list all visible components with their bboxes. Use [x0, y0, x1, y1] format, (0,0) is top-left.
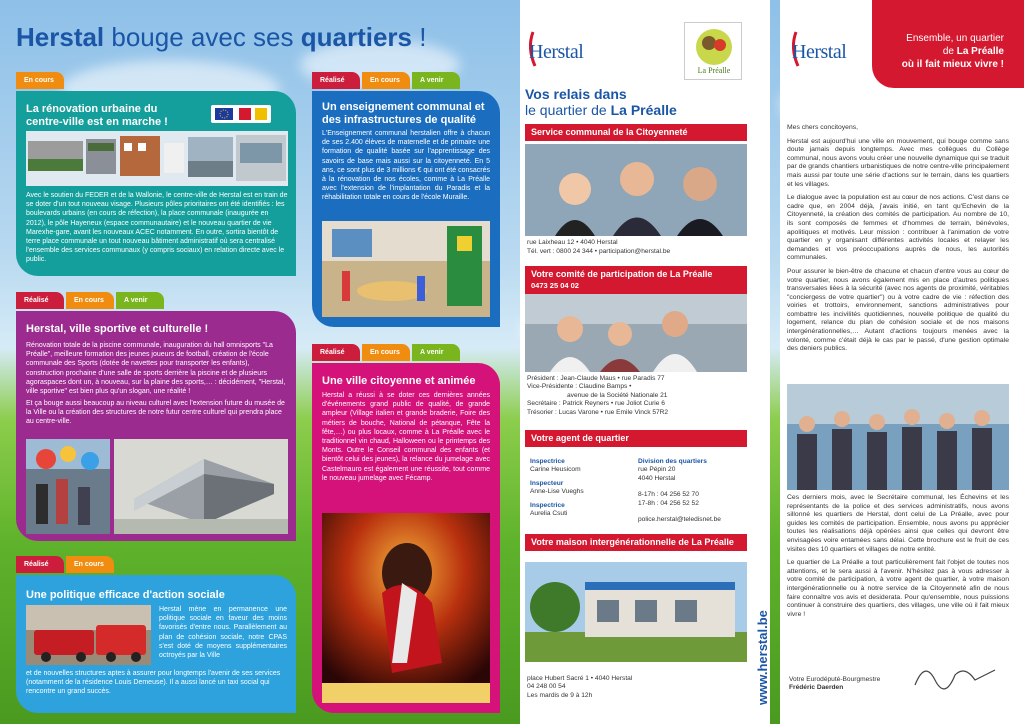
panel-enseignement — [312, 91, 500, 327]
tab-realise: Réalisé — [312, 344, 360, 361]
signature-image — [905, 655, 1005, 700]
status-tabs-2 — [312, 72, 460, 89]
letter-paragraph: Ces derniers mois, avec le Secrétaire communal, les Échevins et les représentants de la police et des services administratifs, nous avons sillonné les quartiers de Herstal, dont celui de La Préalle, avec pour guides les comités de participation. Ensemble, nous avons pu apprécier toutes les réalisations déjà opérées ainsi que celles qui devront être envisagées voire entamées sans délai. Cette brochure est le fruit de ces visites des 10 quartiers et villages de notre entité. — [787, 494, 1009, 553]
service-address: rue Laixheau 12 • 4040 Herstal — [527, 239, 618, 246]
panel-renovation — [16, 91, 296, 276]
prealle-logo — [684, 22, 742, 80]
tab-en-cours: En cours — [66, 556, 114, 573]
panel-text: Herstal a réussi à se doter ces dernières années d'événements grand public de qualité, de grande ampleur (Village italien et grande braderie, Foire des métiers de bouche, National de pétanque, Fête la fête,…) ou plus locaux, comme à La Préalle avec le traditionnel vin chaud, Halloween ou le printemps des Monts. Outre le Conseil communal des enfants (et bientôt celui des jeunes), la relance du jumelage avec Castelmauro est également une réussite, tout comme le nouveau jumelage avec Fécamp. — [322, 392, 490, 482]
agent-title: Votre agent de quartier — [525, 430, 747, 447]
letter-body — [787, 124, 1009, 359]
tab-en-cours: En cours — [362, 72, 410, 89]
status-tabs-4 — [312, 344, 460, 361]
signature-block: Votre Eurodéputé-Bourgmestre Frédéric Daerden — [789, 676, 881, 692]
tab-realise: Réalisé — [312, 72, 360, 89]
dance-photo — [322, 513, 490, 703]
website-url[interactable]: www.herstal.be — [755, 610, 770, 705]
page-headline: Herstal bouge avec ses quartiers ! — [16, 22, 427, 52]
comite-line: avenue de la Société Nationale 21 — [567, 391, 668, 399]
division-info: Division des quartiers rue Pépin 20 4040 Herstal 8-17h : 04 256 52 70 17-8h : 04 256 52 52 police.herstal@teledisnet.be — [638, 458, 721, 524]
svg-text:Herstal: Herstal — [792, 41, 847, 63]
herstal-logo — [523, 28, 593, 76]
maison-title: Votre maison intergénérationnelle de La Préalle — [525, 534, 747, 551]
agents-list: Inspectrice Carine Heusicom Inspecteur Anne-Lise Vueghs Inspectrice Aurelia Csuti — [530, 458, 584, 518]
panel-text: Herstal mène en permanence une politique sociale en faveur des moins favorisés d'entre nous. Parallèlement au plan de cohésion sociale, notre CPAS s'est doté de moyens supplémentaires octroyés par la Ville — [159, 606, 287, 660]
panel-citoyenne — [312, 363, 500, 713]
tagline-box: Ensemble, un quartier de La Préalle où il fait mieux vivre ! — [872, 0, 1024, 88]
svg-text:Herstal: Herstal — [529, 41, 584, 63]
comite-line: Secrétaire : Patrick Reyners • rue Joliot Curie 6 — [527, 400, 665, 408]
panel-text: Rénovation totale de la piscine communale, inauguration du hall omnisports "La Préalle", meilleure formation des jeunes joueurs de football, création de l'école communale des Sports (dotée de navettes pour transporter les enfants), construction prochaine d'une salle de sports derrière la piscine et de plusieurs agoraspaces dont un, à nouveau, sur la plaine des sports,… : décidément, "Herstal, ville sportive" est bien plus qu'un slogan, une réalité ! — [26, 342, 286, 396]
panel-title: Un enseignement communal et des infrastructures de qualité — [322, 101, 485, 126]
letter-paragraph: Pour assurer le bien-être de chacune et chacun d'entre vous au cœur de votre quartier, nous avons également mis en place d'autres politiques transversales liées à la sécurité (avec nos agents de proximité, véritables "conciergess de votre quartier") ou à votre cadre de vie : réfection des voiries et trottoirs, environnement, sanctions administratives pour combattre les incivilités quotidiennes, nouvelle politique de qualité du logement, relance du plan de cohésion sociale et de nos maisons intergénérationnelles,… Autant d'actions toujours menées avec la volonté, comme c'était déjà le cas par le passé, d'une gestion optimale des deniers publics. — [787, 267, 1009, 353]
van-photo — [26, 605, 151, 665]
comite-line: Trésorier : Lucas Varone • rue Emile Vinck 57R2 — [527, 408, 669, 416]
panel-sport — [16, 311, 296, 541]
service-title: Service communal de la Citoyenneté — [525, 124, 747, 141]
tab-a-venir: A venir — [412, 72, 460, 89]
letter-paragraph: Le quartier de La Préalle a tout particulièrement fait l'objet de toutes nos attentions, et le sera aussi à l'avenir. N'hésitez pas à vous adresser à votre comité de participation, à votre agent de quartier, à votre maison intergénérationnelle ou à notre service de la Citoyenneté afin de nous faire connaître vos avis et desiderata. Pour qu'ensemble, nous puissions continuer à construire des quartiers, des villages, une ville où il fait mieux vivre ! — [787, 559, 1009, 618]
panel-title: Une ville citoyenne et animée — [322, 375, 476, 387]
panel-sociale — [16, 575, 296, 713]
tab-a-venir: A venir — [116, 292, 164, 309]
service-photo — [525, 144, 747, 236]
comite-photo — [525, 294, 747, 372]
eu-logos — [211, 105, 271, 123]
letter-paragraph: Le dialogue avec la population est au cœur de nos actions. C'est dans ce cadre que, en 2004 déjà, j'avais initié, en tant qu'Echevin de la Citoyenneté, la création des comités de participation. Au nombre de 10, ils sont composés de femmes et d'hommes de terrain, bénévoles, apolitiques et motivés. Leur mission : contribuer à l'animation de votre quartier en y organisant différentes activités locales et relayer les demandes et vos préoccupations auprès de nous, les autorités communales. — [787, 194, 1009, 262]
panel-text-2: et de nouvelles structures aptes à assurer pour longtemps l'avenir de ses services (notamment de la résidence Louis Demeuse). Il a aussi lancé un taxi social qui rencontre un grand succès. — [26, 670, 281, 696]
visit-photo — [787, 384, 1009, 490]
comite-title: Votre comité de participation de La Préalle 0473 25 04 02 — [525, 266, 747, 294]
panel-text: L'Enseignement communal herstalien offre à chacun de ses 2.400 élèves de maternelle et de primaire une formation de qualité basée sur l'apprentissage des savoirs de base mais aussi sur la citoyenneté. En 5 ans, ce sont plus de 3 millions € qui ont été consacrés à la rénovation de nos écoles, comme à La Préalle avec l'extension de l'implantation du Paradis et la réhabilitation totale en cours de l'école Muraille. — [322, 130, 490, 202]
panel-text-2: Et ça bouge aussi beaucoup au niveau culturel avec l'extension future du musée de la Ville ou la création des structures de notre futur centre culturel qui prendra place au centre-ville. — [26, 400, 285, 426]
panel-title: La rénovation urbaine du centre-ville est en marche ! — [26, 103, 168, 128]
classroom-photo — [322, 221, 490, 317]
herstal-logo-right — [786, 28, 856, 76]
comite-line: Président : Jean-Claude Maus • rue Paradis 77 — [527, 375, 665, 382]
panel-title: Une politique efficace d'action sociale — [26, 589, 225, 601]
festival-photo — [26, 439, 110, 534]
comite-line: Vice-Présidente : Claudine Bamps • — [527, 383, 632, 391]
renovation-photo-strip — [26, 131, 288, 186]
status-tabs-3 — [16, 292, 164, 309]
comite-members — [527, 375, 668, 417]
status-tabs-5 — [16, 556, 114, 573]
tab-en-cours: En cours — [362, 344, 410, 361]
tab-en-cours: En cours — [66, 292, 114, 309]
letter-greeting: Mes chers concitoyens, — [787, 124, 859, 131]
service-contact: Tél. vert : 0800 24 344 • participation@herstal.be — [527, 248, 671, 255]
status-tabs — [16, 72, 64, 89]
tab-realise: Réalisé — [16, 292, 64, 309]
tab-en-cours: En cours — [16, 72, 64, 89]
tab-a-venir: A venir — [412, 344, 460, 361]
letter-paragraph: Herstal est aujourd'hui une ville en mouvement, qui bouge comme sans doute jamais depuis longtemps. Avec mes collègues du Collège communal, nous avons voulu créer une nouvelle dynamique qui se traduit par de grands chantiers urbanistiques de notre centre-ville principalement mais aussi par toute une série d'actions sur le terrain, dans les quartiers et les villages. — [787, 137, 1009, 188]
letter-body-2 — [787, 494, 1009, 624]
panel-title: Herstal, ville sportive et culturelle ! — [26, 323, 209, 335]
sports-hall-photo — [114, 439, 288, 534]
maison-photo — [525, 562, 747, 662]
tab-realise: Réalisé — [16, 556, 64, 573]
svg-text:La Préalle: La Préalle — [697, 66, 731, 75]
relais-title: Vos relais dans le quartier de La Préalle — [525, 86, 677, 118]
maison-info: place Hubert Sacré 1 • 4040 Herstal 04 248 00 54 Les mardis de 9 à 12h — [527, 675, 633, 699]
panel-text: Avec le soutien du FEDER et de la Wallonie, le centre-ville de Herstal est en train de se doter d'un tout nouveau visage. Plusieurs pôles prioritaires ont été identifiés : les boulevards urbains (en cours de réfection), la place communale (inaugurée en 2012), le pôle Hayeneux (espace communautaire) et le nouveau quartier de vie Marexhe-gare, avant les nouveaux ACEC notamment. En outre, sortira bientôt de terre place communale un tout nouveau bâtiment administratif où sera centralisé l'ensemble des services communaux (y compris sociaux) en relation directe avec le public. — [26, 192, 288, 264]
